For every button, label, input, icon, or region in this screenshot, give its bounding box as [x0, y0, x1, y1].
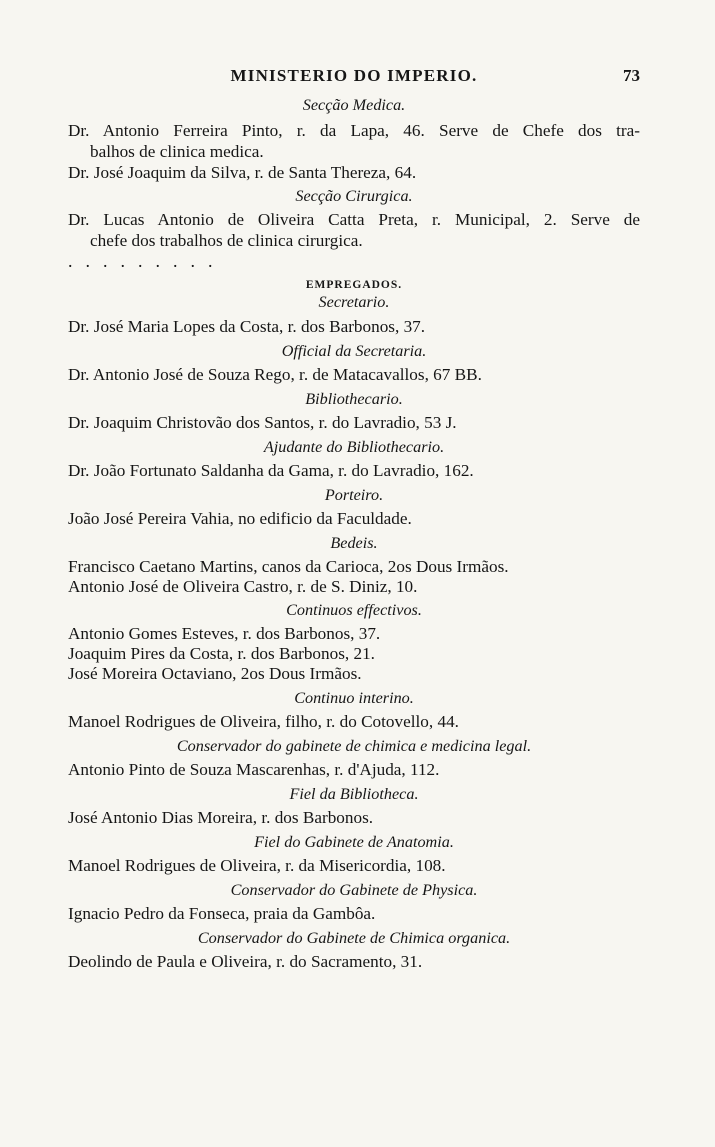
entry-line: Dr. Lucas Antonio de Oliveira Catta Preta, r. Municipal, 2. Serve de: [68, 210, 640, 229]
page-header: [68, 66, 640, 90]
role-heading: Porteiro.: [324, 486, 384, 504]
entry-line: José Antonio Dias Moreira, r. dos Barbonos.: [68, 808, 374, 827]
role-heading: Fiel da Bibliotheca.: [289, 785, 419, 803]
role-heading: Continuo interino.: [294, 689, 414, 707]
entry-line: Francisco Caetano Martins, canos da Carioca, 2os Dous Irmãos.: [68, 557, 509, 576]
role-heading: Bedeis.: [330, 534, 378, 552]
role-heading: Ajudante do Bibliothecario.: [263, 438, 445, 456]
entry-line: balhos de clinica medica.: [90, 142, 264, 161]
entry-line: Dr. João Fortunato Saldanha da Gama, r. do Lavradio, 162.: [68, 461, 474, 480]
entry-line: Dr. José Maria Lopes da Costa, r. dos Barbonos, 37.: [68, 317, 426, 336]
entry-line: Antonio Pinto de Souza Mascarenhas, r. d'Ajuda, 112.: [68, 760, 440, 779]
entry-line: Antonio Gomes Esteves, r. dos Barbonos, 37.: [68, 624, 381, 643]
role-heading: Fiel do Gabinete de Anatomia.: [254, 833, 454, 851]
section-heading-cirurgica: Secção Cirurgica.: [295, 187, 413, 205]
entry-line: Ignacio Pedro da Fonseca, praia da Gambôa.: [68, 904, 376, 923]
entry-line: chefe dos trabalhos de clinica cirurgica.: [90, 231, 363, 250]
role-heading: Bibliothecario.: [305, 390, 403, 408]
page-number: 73: [623, 66, 640, 85]
role-heading: Continuos effectivos.: [286, 601, 422, 619]
role-heading: Secretario.: [318, 293, 390, 311]
role-heading: Conservador do gabinete de chimica e medicina legal.: [176, 737, 532, 755]
entry-line: Joaquim Pires da Costa, r. dos Barbonos, 21.: [68, 644, 375, 663]
entry-line: Dr. José Joaquim da Silva, r. de Santa Thereza, 64.: [68, 163, 417, 182]
entry-line: Manoel Rodrigues de Oliveira, r. da Misericordia, 108.: [68, 856, 446, 875]
section-heading-medica: Secção Medica.: [302, 96, 406, 114]
entry-line: Antonio José de Oliveira Castro, r. de S. Diniz, 10.: [68, 577, 418, 596]
entry-line: Deolindo de Paula e Oliveira, r. do Sacramento, 31.: [68, 952, 423, 971]
entry-line: Dr. Antonio José de Souza Rego, r. de Matacavallos, 67 BB.: [68, 365, 482, 384]
role-heading: Official da Secretaria.: [281, 342, 427, 360]
role-heading: Conservador do Gabinete de Chimica organica.: [197, 929, 511, 947]
ellipsis-dots: .........: [68, 251, 226, 271]
entry-line: Dr. Antonio Ferreira Pinto, r. da Lapa, 46. Serve de Chefe dos tra-: [68, 121, 640, 140]
page-title: MINISTERIO DO IMPERIO.: [230, 66, 478, 85]
entry-line: Dr. Joaquim Christovão dos Santos, r. do Lavradio, 53 J.: [68, 413, 457, 432]
entry-line: Manoel Rodrigues de Oliveira, filho, r. do Cotovello, 44.: [68, 712, 459, 731]
entry-line: João José Pereira Vahia, no edificio da Faculdade.: [68, 509, 412, 528]
section-heading-empregados: EMPREGADOS.: [305, 279, 403, 291]
entry-line: José Moreira Octaviano, 2os Dous Irmãos.: [68, 664, 362, 683]
role-heading: Conservador do Gabinete de Physica.: [230, 881, 478, 899]
